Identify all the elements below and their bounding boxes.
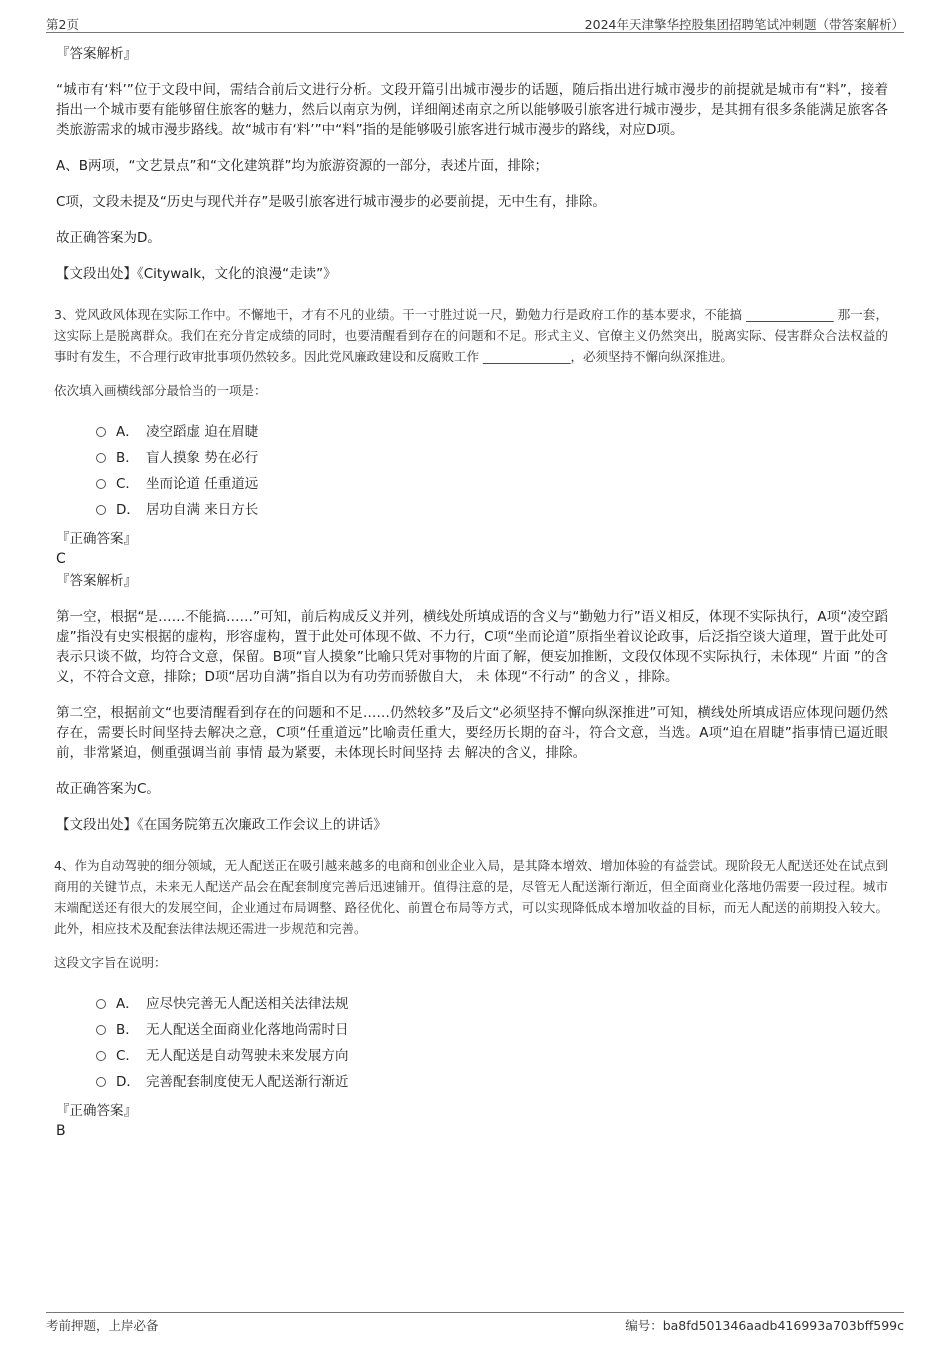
option-letter: D． xyxy=(116,502,140,518)
radio-button-icon[interactable] xyxy=(96,1025,106,1035)
option-text: 无人配送全面商业化落地尚需时日 xyxy=(146,1022,349,1038)
correct-answer-label: 『正确答案』 xyxy=(56,1103,137,1119)
option-letter: C． xyxy=(116,476,139,492)
option-text: 完善配套制度使无人配送渐行渐近 xyxy=(146,1074,349,1090)
analysis-label: 『答案解析』 xyxy=(56,46,137,62)
question-4-text: 4、作为自动驾驶的细分领域，无人配送正在吸引越来越多的电商和创业企业入局，是其降本增效、增加体验的有益尝试。现阶段无人配送还处在试点到商用的关键节点，未来无人配送产品会在配套制度完善后迅速铺开。值得注意的是，尽管无人配送渐行渐近，但全面商业化落地仍需要一段过程。城市末端配送还有很大的发展空间，企业通过布局调整、路径优化、前置仓布局等方式，可以实现降低成本增加收益的目标，而无人配送的前期投入较大。此外，相应技术及配套法律法规还需进一步规范和完善。 xyxy=(54,858,888,936)
document-code: 编号：ba8fd501346aadb416993a703bff599c xyxy=(625,1318,904,1333)
option-text: 盲人摸象 势在必行 xyxy=(146,450,259,466)
radio-button-icon[interactable] xyxy=(96,999,106,1009)
option-c[interactable] xyxy=(96,469,888,495)
radio-button-icon[interactable] xyxy=(96,505,106,515)
radio-button-icon[interactable] xyxy=(96,453,106,463)
analysis-paragraph: C项，文段未提及“历史与现代并存”是吸引旅客进行城市漫步的必要前提，无中生有，排除。 xyxy=(56,194,606,210)
page-header xyxy=(46,10,904,33)
option-a[interactable] xyxy=(96,417,888,443)
option-b[interactable] xyxy=(96,1015,888,1041)
page-content xyxy=(56,44,888,1143)
option-c[interactable] xyxy=(96,1041,888,1067)
option-text: 坐而论道 任重道远 xyxy=(146,476,259,492)
radio-button-icon[interactable] xyxy=(96,427,106,437)
option-d[interactable] xyxy=(96,1067,888,1093)
analysis-paragraph: “城市有‘料’”位于文段中间，需结合前后文进行分析。文段开篇引出城市漫步的话题，随后指出进行城市漫步的前提就是城市有“料”，接着指出一个城市要有能够留住旅客的魅力，然后以南京为例，详细阐述南京之所以能够吸引旅客进行城市漫步，是其拥有很多条能满足旅客各类旅游需求的城市漫步路线。故“城市有‘料’”中“料”指的是能够吸引旅客进行城市漫步的路线，对应D项。 xyxy=(56,82,888,138)
option-text: 应尽快完善无人配送相关法律法规 xyxy=(146,996,349,1012)
option-text: 凌空蹈虚 迫在眉睫 xyxy=(146,424,259,440)
option-text: 无人配送是自动驾驶未来发展方向 xyxy=(146,1048,349,1064)
page-number: 第2页 xyxy=(46,17,79,32)
option-d[interactable] xyxy=(96,495,888,521)
question-3-options xyxy=(96,417,888,521)
option-text: 居功自满 来日方长 xyxy=(146,502,259,518)
option-b[interactable] xyxy=(96,443,888,469)
option-letter: A． xyxy=(116,996,139,1012)
footer-slogan: 考前押题，上岸必备 xyxy=(46,1318,159,1333)
option-letter: B． xyxy=(116,450,139,466)
correct-answer-value: C xyxy=(56,551,66,567)
document-title: 2024年天津擎华控股集团招聘笔试冲刺题（带答案解析） xyxy=(584,17,904,32)
text-source: 【文段出处】《Citywalk，文化的浪漫“走读”》 xyxy=(56,266,337,282)
option-a[interactable] xyxy=(96,989,888,1015)
analysis-paragraph: 第二空，根据前文“也要清醒看到存在的问题和不足……仍然较多”及后文“必须坚持不懈向纵深推进”可知，横线处所填成语应体现问题仍然存在，需要长时间坚持去解决之意，C项“任重道远”比喻责任重大，要经历长期的奋斗，符合文意，当选。A项“迫在眉睫”指事情已逼近眼前，非常紧迫，侧重强调当前 事情 最为紧要，未体现长时间坚持 去 解决的含义，排除。 xyxy=(56,705,888,761)
option-letter: C． xyxy=(116,1048,139,1064)
radio-button-icon[interactable] xyxy=(96,1077,106,1087)
page-footer xyxy=(46,1312,904,1333)
question-4-options xyxy=(96,989,888,1093)
option-letter: B． xyxy=(116,1022,139,1038)
analysis-paragraph: 故正确答案为D。 xyxy=(56,230,161,246)
question-3-text: 3、党风政风体现在实际工作中。不懈地干，才有不凡的业绩。干一寸胜过说一尺，勤勉力行是政府工作的基本要求，不能搞 ______________ 那一套，这实际上是脱离群众。我们在充分肯定成绩的同时，也要清醒看到存在的问题和不足。形式主义、官僚主义仍然突出，脱离实际、侵害群众合法权益的事时有发生，不合理行政审批事项仍然较多。因此党风廉政建设和反腐败工作 ______________，必须坚持不懈向纵深推进。 xyxy=(54,307,888,364)
question-3-prompt: 依次填入画横线部分最恰当的一项是： xyxy=(54,383,267,398)
option-letter: D． xyxy=(116,1074,140,1090)
option-letter: A． xyxy=(116,424,139,440)
analysis-paragraph: 第一空，根据“是……不能搞……”可知，前后构成反义并列，横线处所填成语的含义与“勤勉力行”语义相反，体现不实际执行，A项“凌空蹈虚”指没有史实根据的虚构，形容虚构，置于此处可体现不做、不力行，C项“坐而论道”原指坐着议论政事，后泛指空谈大道理，置于此处可表示只谈不做，均符合文意，保留。B项“盲人摸象”比喻只凭对事物的片面了解，便妄加推断，文段仅体现不实际执行，未体现“ 片面 ”的含义，不符合文意，排除；D项“居功自满”指自以为有功劳而骄傲自大， 未 体现“不行动” 的含义 ，排除。 xyxy=(56,609,888,685)
question-4-prompt: 这段文字旨在说明： xyxy=(54,955,167,970)
text-source: 【文段出处】《在国务院第五次廉政工作会议上的讲话》 xyxy=(56,817,387,833)
radio-button-icon[interactable] xyxy=(96,1051,106,1061)
analysis-label: 『答案解析』 xyxy=(56,573,137,589)
analysis-paragraph: 故正确答案为C。 xyxy=(56,781,160,797)
correct-answer-label: 『正确答案』 xyxy=(56,531,137,547)
analysis-paragraph: A、B两项，“文艺景点”和“文化建筑群”均为旅游资源的一部分，表述片面，排除； xyxy=(56,158,548,174)
correct-answer-value: B xyxy=(56,1123,66,1139)
radio-button-icon[interactable] xyxy=(96,479,106,489)
